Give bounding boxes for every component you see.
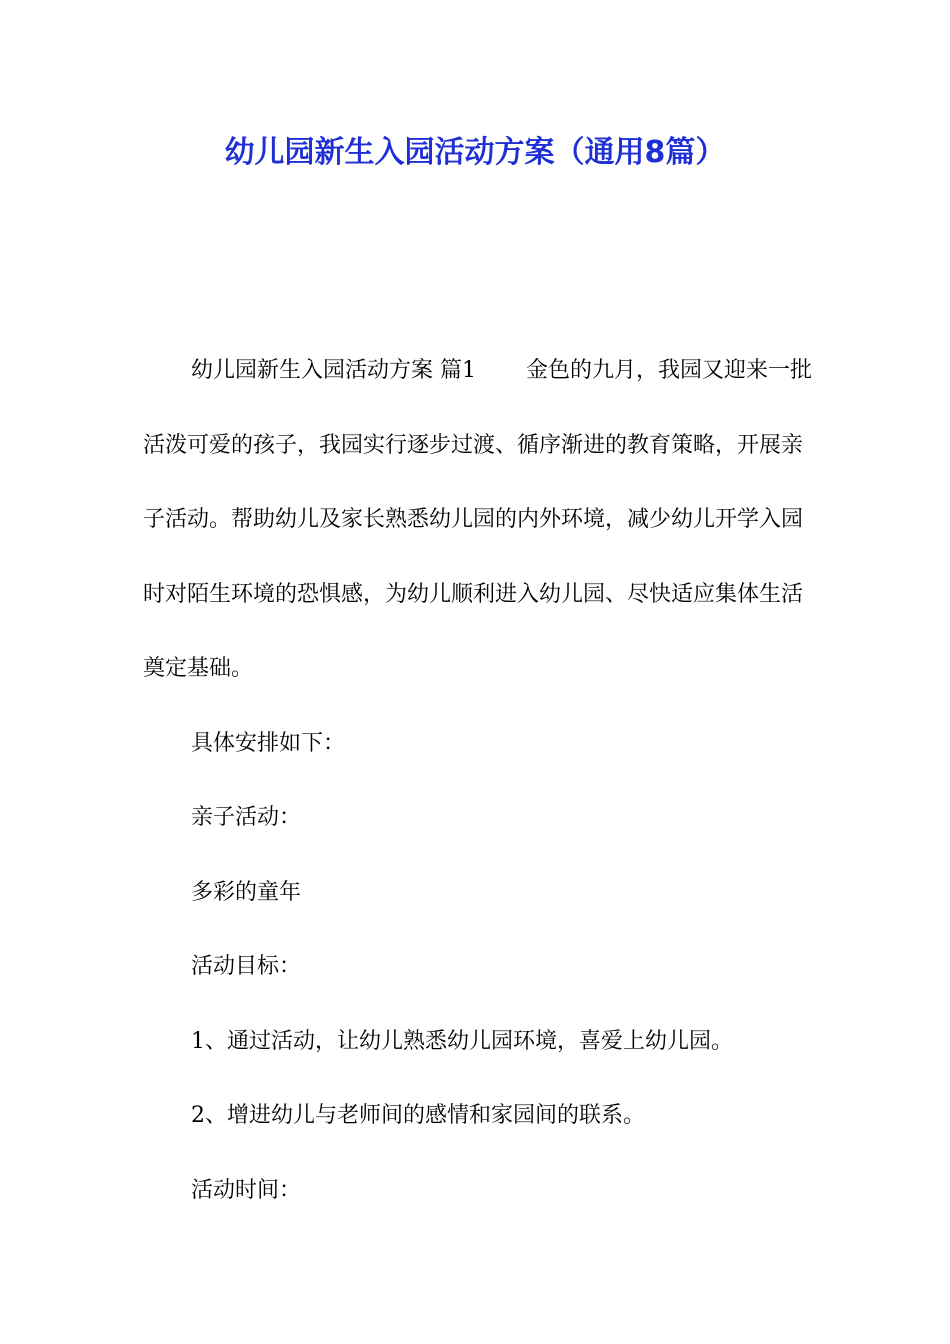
paragraph: 多彩的童年 — [191, 879, 302, 905]
paragraph: 2、增进幼儿与老师间的感情和家园间的联系。 — [191, 1103, 645, 1128]
paragraph-text: 金色的九月，我园又迎来一批活泼可爱的孩子，我园实行逐步过渡、循序渐进的教育策略，开展亲子活动。帮助幼儿及家长熟悉幼儿园的内外环境，减少幼儿开学入园时对陌生环境的恐惧感，为幼儿顺利进入幼儿园、尽快适应集体生活奠定基础。 — [143, 358, 813, 681]
document-title: 幼儿园新生入园活动方案（通用8篇） — [224, 135, 726, 170]
intro-paragraph — [143, 334, 813, 707]
paragraph: 1、通过活动，让幼儿熟悉幼儿园环境，喜爱上幼儿园。 — [191, 1028, 733, 1054]
paragraph: 活动目标： — [191, 954, 302, 979]
document-body — [143, 334, 813, 1228]
paragraph: 活动时间： — [191, 1177, 302, 1203]
paragraph: 具体安排如下： — [191, 730, 346, 756]
paragraph: 亲子活动： — [191, 805, 302, 830]
section-heading: 幼儿园新生入园活动方案 篇1 — [191, 358, 476, 383]
